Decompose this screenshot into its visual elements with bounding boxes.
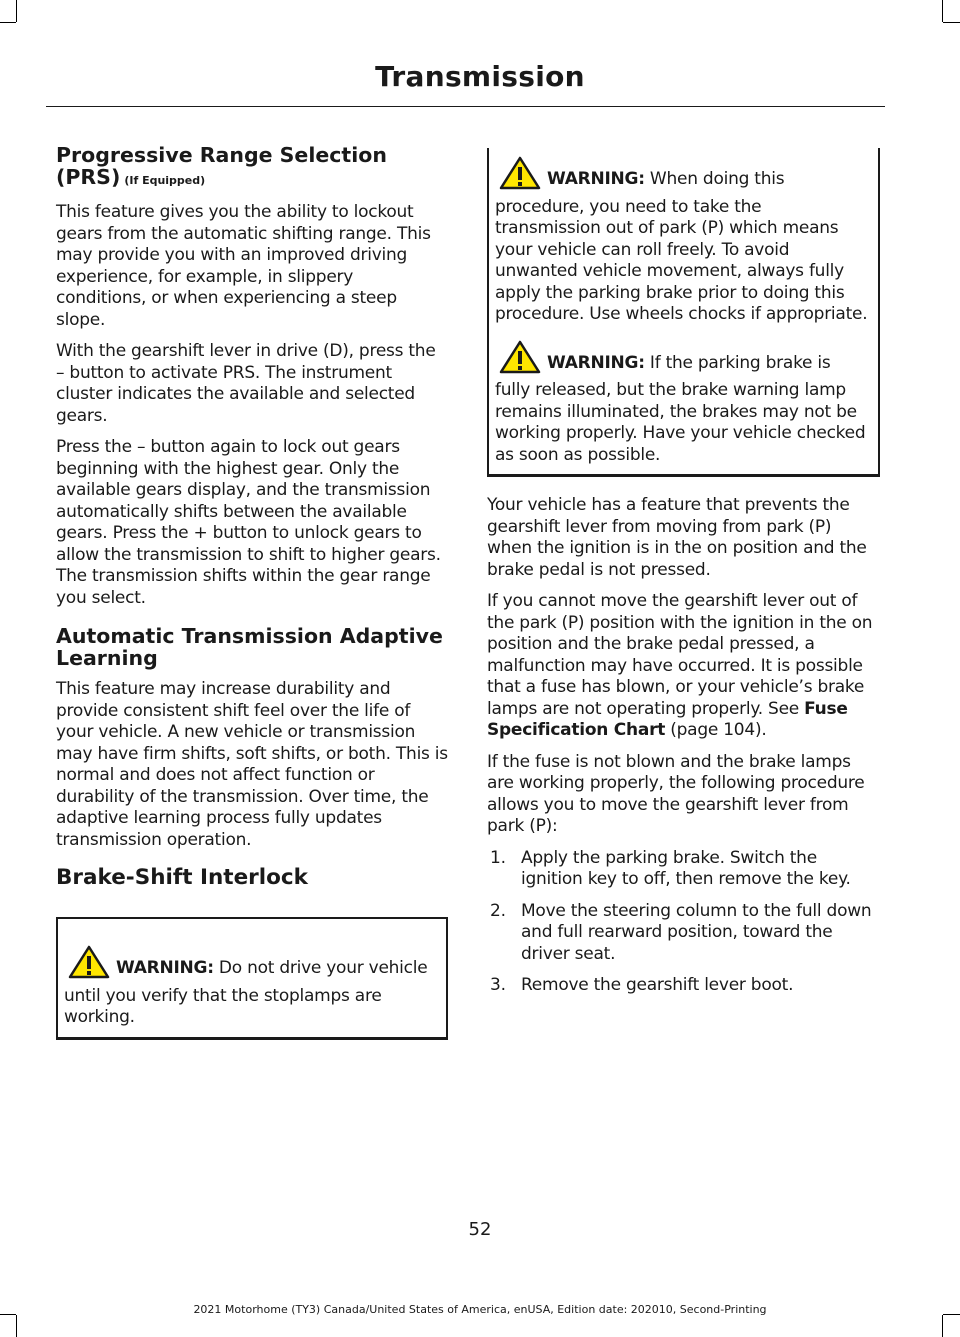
warning-item: [495, 340, 870, 467]
crop-mark: [0, 22, 16, 23]
right-column: [487, 148, 880, 1007]
interlock-paragraph-2-text: If you cannot move the gearshift lever out of the park (P) position with the ignition in the on position and the brake pedal pressed, a malfunction may have occurred. It is possible that a fuse has blown, or your vehicle’s brake lamps are not operating properly. See: [487, 591, 873, 719]
warning-label: WARNING:: [547, 352, 645, 373]
step-number: 1.: [490, 847, 506, 868]
crop-mark: [942, 1315, 943, 1337]
edition-footer: 2021 Motorhome (TY3) Canada/United States of America, enUSA, Edition date: 202010, Second-Printing: [193, 1303, 767, 1316]
adaptive-learning-heading: Automatic Transmission Adaptive Learning: [56, 624, 443, 670]
warning-box: [487, 148, 880, 477]
step-text: Apply the parking brake. Switch the ignition key to off, then remove the key.: [521, 847, 851, 889]
list-item: [487, 901, 880, 966]
interlock-paragraph-1: Your vehicle has a feature that prevents the gearshift lever from moving from park (P) when the ignition is in the on position and the brake pedal is not pressed.: [487, 495, 867, 580]
warning-label: WARNING:: [116, 958, 214, 978]
step-number: 2.: [490, 900, 506, 921]
warning-label: WARNING:: [547, 169, 645, 189]
crop-mark: [942, 0, 943, 22]
procedure-steps: [487, 848, 880, 997]
crop-mark: [943, 22, 960, 23]
page-number: 52: [468, 1219, 492, 1240]
step-number: 3.: [490, 975, 506, 995]
page-reference: (page 104).: [665, 720, 767, 740]
interlock-paragraph-3: If the fuse is not blown and the brake lamps are working properly, the following procedure allows you to move the gearshift lever from park (P):: [487, 751, 865, 836]
page-title: Transmission: [375, 60, 585, 93]
list-item: [487, 848, 880, 891]
brake-shift-interlock-heading: Brake-Shift Interlock: [56, 865, 308, 890]
step-text: Move the steering column to the full down and full rearward position, toward the driver seat.: [521, 900, 872, 964]
crop-mark: [16, 1315, 17, 1337]
prs-heading: [56, 144, 448, 192]
prs-paragraph-3: Press the – button again to lock out gears beginning with the highest gear. Only the available gears display, and the transmission automatically shifts between the available gears. Press the + button to unlock gears to allow the transmission to shift to higher gears. The transmission shifts within the gear range you select.: [56, 437, 441, 608]
fuse-chart-link[interactable]: Fuse Specification Chart: [487, 698, 848, 740]
prs-paragraph-2: With the gearshift lever in drive (D), press the – button to activate PRS. The instrument cluster indicates the available and selected gears.: [56, 341, 436, 426]
header-divider: [46, 106, 885, 107]
list-item: [487, 975, 880, 997]
prs-paragraph-1: This feature gives you the ability to lockout gears from the automatic shifting range. This may provide you with an improved driving experience, for example, in slippery conditions, or when experiencing a steep slope.: [56, 202, 431, 330]
if-equipped-tag: (If Equipped): [124, 174, 206, 187]
left-column: [56, 144, 448, 1054]
warning-item: [495, 156, 870, 326]
warning-text: When doing this procedure, you need to take the transmission out of park (P) which means your vehicle can roll freely. To avoid unwanted vehicle movement, always fully apply the parking brake prior to doing this procedure. Use wheels chocks if appropriate.: [495, 169, 868, 324]
step-text: Remove the gearshift lever boot.: [521, 975, 794, 995]
warning-triangle-icon: [68, 945, 110, 986]
prs-heading-text: Progressive Range Selection (PRS): [56, 143, 387, 189]
warning-box: [56, 917, 448, 1040]
adaptive-learning-paragraph: This feature may increase durability and provide consistent shift feel over the life of your vehicle. A new vehicle or transmission may have firm shifts, soft shifts, or both. This is normal and does not affect function or durability of the transmission. Over time, the adaptive learning process fully updates transmission operation.: [56, 679, 448, 850]
interlock-paragraph-2: [487, 591, 880, 742]
crop-mark: [16, 0, 17, 22]
warning-text: Do not drive your vehicle until you verify that the stoplamps are working.: [64, 958, 428, 1027]
warning-triangle-icon: [499, 156, 541, 197]
warning-triangle-icon: [499, 340, 541, 381]
warning-text: If the parking brake is fully released, but the brake warning lamp remains illuminated, the brakes may not be working properly. Have your vehicle checked as soon as possible.: [495, 352, 866, 465]
warning-item: [64, 945, 438, 1029]
